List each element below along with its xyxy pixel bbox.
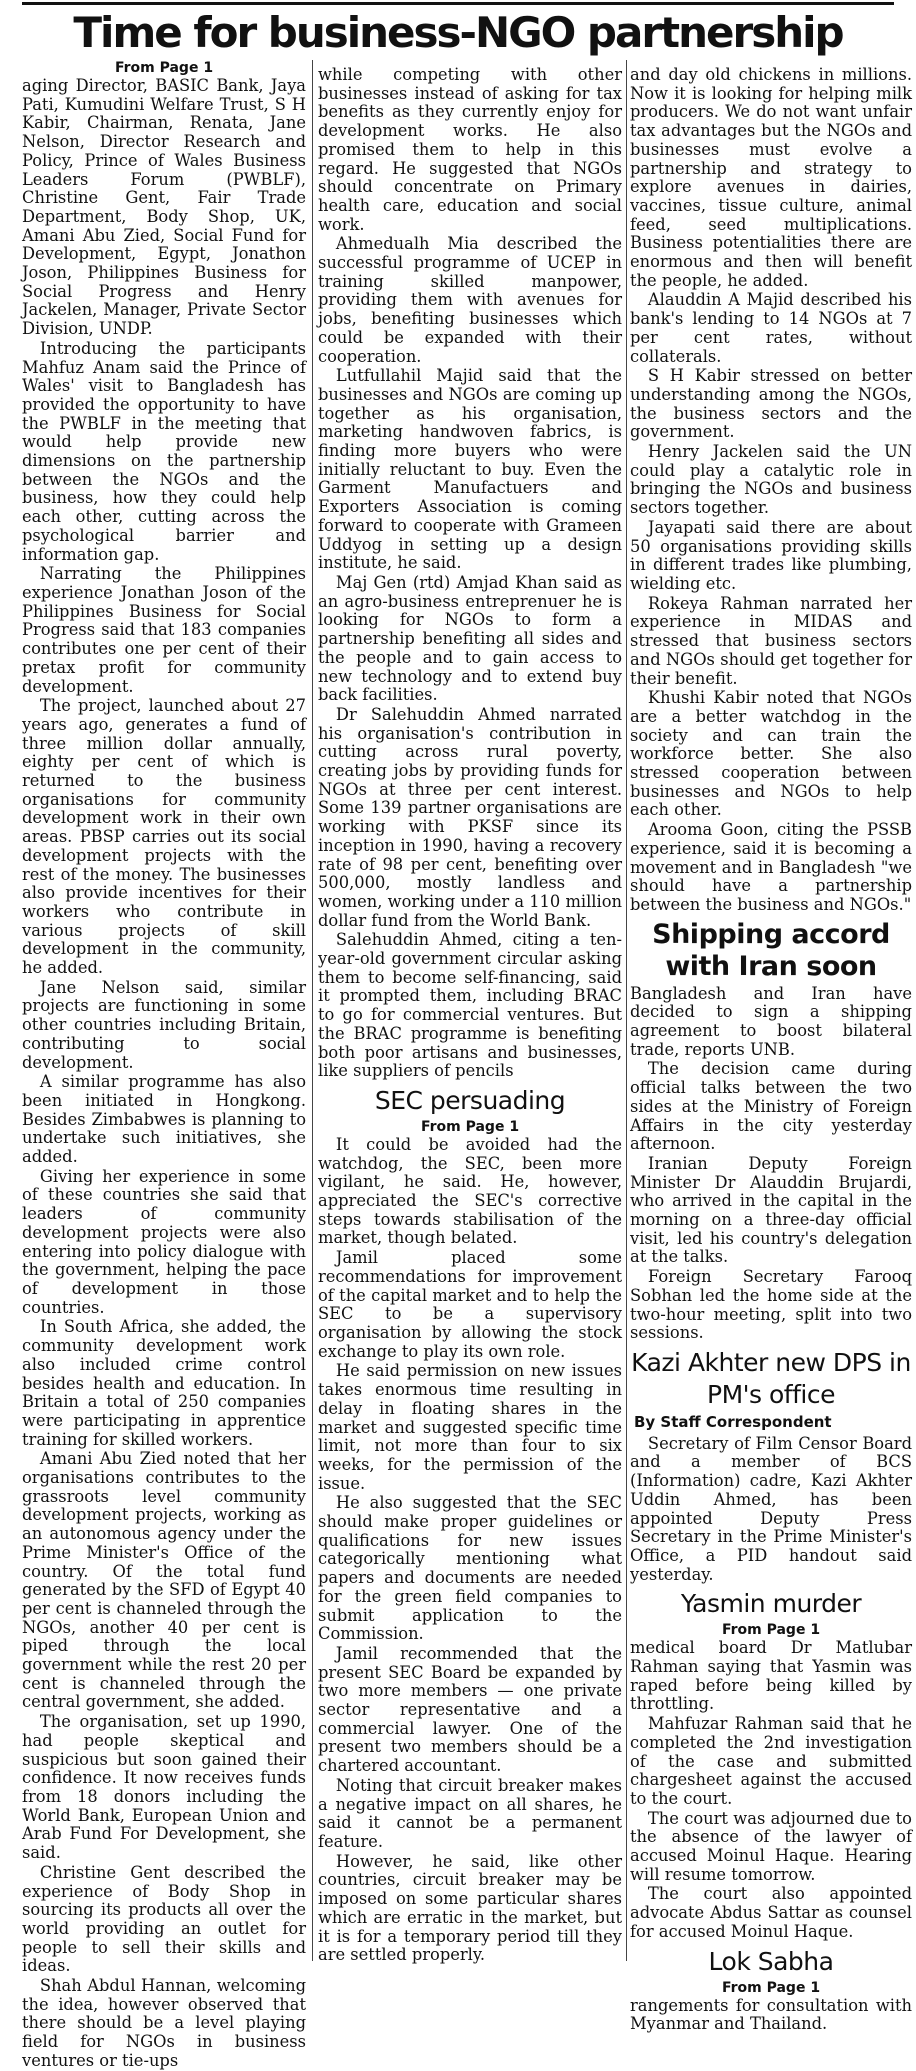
article-paragraph: The decision came during official talks between the two sides at the Ministry of Foreign Affairs in the city yesterday afternoon. [630, 1059, 912, 1154]
article-paragraph: The court was adjourned due to the absence of the lawyer of accused Moinul Haque. Hearing will resume tomorrow. [630, 1808, 912, 1884]
shipping-headline: Shipping accord with Iran soon [652, 918, 890, 982]
from-page-label: From Page 1 [114, 60, 214, 76]
column-1 [22, 60, 306, 2070]
article-paragraph: Khushi Kabir noted that NGOs are a better watchdog in the society and can train the workforce better. She also stressed cooperation between businesses and NGOs to help each other. [630, 688, 912, 820]
top-rule [22, 2, 894, 5]
article-paragraph: Jamil placed some recommendations for improvement of the capital market and to help the SEC to be a supervisory organisation by allowing the stock exchange to play its own role. [318, 1248, 622, 1361]
article-paragraph: Jane Nelson said, similar projects are functioning in some other countries including Britain, contributing to social development. [22, 977, 306, 1072]
article-paragraph: A similar programme has also been initiated in Hongkong. Besides Zimbabwes is planning to undertake such initiatives, she added. [22, 1072, 306, 1167]
article-paragraph: Alauddin A Majid described his bank's lending to 14 NGOs at 7 per cent rates, without collaterals. [630, 290, 912, 366]
article-paragraph: Christine Gent described the experience of Body Shop in sourcing its products all over the world providing an outlet for people to sell their skills and ideas. [22, 1862, 306, 1976]
column-rule [312, 60, 313, 1961]
article-paragraph: Lutfullahil Majid said that the businesses and NGOs are coming up together as his organisation, marketing handwoven fabrics, is finding more buyers who were initially reluctant to buy. Even the Garment Manufactuers and Exporters Association is coming forward to cooperate with Grameen Uddyog in setting up a design institute, he said. [318, 366, 622, 573]
from-page-label: From Page 1 [721, 1979, 821, 1996]
article-paragraph: Mahfuzar Rahman said that he completed the 2nd investigation of the case and submitted chargesheet against the accused to the court. [630, 1714, 912, 1808]
article-paragraph: Secretary of Film Censor Board and a member of BCS (Information) cadre, Kazi Akhter Uddin Ahmed, has been appointed Deputy Press Secretary in the Prime Minister's Office, a PID handout said yesterday. [630, 1433, 912, 1584]
article-paragraph: He said permission on new issues takes enormous time resulting in delay in floating shares in the market and suggested specific time limit, not more than four to six weeks, for the permission of the issue. [318, 1361, 622, 1493]
article-paragraph: Dr Salehuddin Ahmed narrated his organisation's contribution in cutting across rural poverty, creating jobs by providing funds for NGOs at three per cent interest. Some 139 partner organisations are working with PKSF since its inception in 1990, having a recovery rate of 98 per cent, benefiting over 500,000, mostly landless and women, working under a 110 million dollar fund from the World Bank. [318, 704, 623, 930]
article-paragraph: medical board Dr Matlubar Rahman saying that Yasmin was raped before being killed by throttling. [630, 1638, 912, 1714]
article-paragraph: Amani Abu Zied noted that her organisations contributes to the grassroots level community development projects, working as an autonomous agency under the Prime Minister's Office of the country. Of the total fund generated by the SFD of Egypt 40 per cent is channeled through the NGOs, another 40 per cent is piped through the local government while the rest 20 per cent is channeled through the central government, she added. [22, 1449, 306, 1712]
article-paragraph: Noting that circuit breaker makes a negative impact on all shares, he said it cannot be a permanent feature. [318, 1775, 622, 1851]
article-paragraph: Henry Jackelen said the UN could play a catalytic role in bringing the NGOs and business sectors together. [630, 442, 912, 518]
article-paragraph: The organisation, set up 1990, had people skeptical and suspicious but soon gained their confidence. It now receives funds from 18 donors including the World Bank, European Union and Arab Fund For Development, she said. [22, 1712, 306, 1863]
article-paragraph: while competing with other businesses instead of asking for tax benefits as they currently enjoy for development works. He also promised them to help in this regard. He suggested that NGOs should concentrate on Primary health care, education and social work. [318, 65, 622, 234]
article-paragraph: Foreign Secretary Farooq Sobhan led the home side at the two-hour meeting, split into two sessions. [630, 1267, 912, 1343]
from-page-label: From Page 1 [420, 1118, 520, 1135]
article-paragraph: Ahmedualh Mia described the successful programme of UCEP in training skilled manpower, providing them with avenues for jobs, benefiting businesses which could be expanded with their cooperation. [318, 234, 622, 366]
article-paragraph: Iranian Deputy Foreign Minister Dr Alauddin Brujardi, who arrived in the capital in the morning on a three-day official visit, led his country's delegation at the talks. [630, 1153, 912, 1267]
article-paragraph: and day old chickens in millions. Now it is looking for helping milk producers. We do not want unfair tax advantages but the NGOs and businesses must evolve a partnership and strategy to explore avenues in dairies, vaccines, tissue culture, animal feed, seed multiplications. Business potentialities there are enormous and then will benefit the people, he added. [630, 65, 912, 290]
article-paragraph: Salehuddin Ahmed, citing a ten-year-old government circular asking them to become self-financing, said it prompted them, including BRAC to go for commercial ventures. But the BRAC programme is benefiting both poor artisans and businesses, like suppliers of pencils [318, 930, 622, 1081]
article-paragraph: Introducing the participants Mahfuz Anam said the Prince of Wales' visit to Bangladesh has provided the opportunity to have the PWBLF in the meeting that would help provide new dimensions on the partnership between the NGOs and the business, how they could help each other, cutting across the psychological barrier and information gap. [22, 338, 306, 564]
article-paragraph: The project, launched about 27 years ago, generates a fund of three million dollar annually, eighty per cent of which is returned to the business organisations for community development work in their own areas. PBSP carries out its social development projects with the rest of the money. The businesses also provide incentives for their workers who contribute in various projects of skill development in the community, he added. [22, 696, 306, 978]
article-paragraph: Maj Gen (rtd) Amjad Khan said as an agro-business entreprenuer he is looking for NGOs to form a partnership benefiting all sides and the people and to gain access to new technology and to extend buy back facilities. [318, 572, 622, 705]
article-paragraph: Bangladesh and Iran have decided to sign a shipping agreement to boost bilateral trade, reports UNB. [630, 983, 912, 1059]
article-paragraph: Giving her experience in some of these countries she said that leaders of community development projects were also entering into policy dialogue with the government, helping the pace of development in those countries. [22, 1166, 306, 1317]
byline: By Staff Correspondent [634, 1413, 832, 1431]
article-paragraph: Arooma Goon, citing the PSSB experience, said it is becoming a movement and in Bangladesh "we should have a partnership between the business and NGOs." [630, 820, 912, 914]
yasmin-headline: Yasmin murder [680, 1589, 862, 1619]
article-paragraph: aging Director, BASIC Bank, Jaya Pati, Kumudini Welfare Trust, S H Kabir, Chairman, Renata, Jane Nelson, Director Research and Policy, Prince of Wales Business Leaders Forum (PWBLF), Christine Gent, Fair Trade Department, Body Shop, UK, Amani Abu Zied, Social Fund for Development, Egypt, Jonathon Joson, Philippines Business for Social Progress and Henry Jackelen, Manager, Private Sector Division, UNDP. [22, 76, 306, 339]
article-paragraph: In South Africa, she added, the community development work also included crime control besides health and education. In Britain a total of 250 companies were participating in apprentice training for skilled workers. [22, 1317, 306, 1449]
article-paragraph: Jayapati said there are about 50 organisations providing skills in different trades like plumbing, wielding etc. [630, 517, 912, 593]
article-paragraph: Narrating the Philippines experience Jonathan Joson of the Philippines Business for Social Progress said that 183 companies contributes one per cent of their pretax profit for community development. [22, 564, 306, 696]
article-paragraph: Jamil recommended that the present SEC Board be expanded by two more members — one private sector representative and a commercial lawyer. One of the present two members should be a chartered accountant. [318, 1643, 622, 1776]
article-paragraph: The court also appointed advocate Abdus Sattar as counsel for accused Moinul Haque. [630, 1884, 912, 1941]
lok-sabha-headline: Lok Sabha [708, 1946, 834, 1976]
article-paragraph: Rokeya Rahman narrated her experience in MIDAS and stressed that business sectors and NGOs should get together for their benefit. [630, 593, 912, 688]
article-paragraph: It could be avoided had the watchdog, the SEC, been more vigilant, he said. He, however, appreciated the SEC's corrective steps towards stabilisation of the market, though belated. [318, 1134, 622, 1248]
main-headline: Time for business-NGO partnership [73, 8, 843, 57]
article-paragraph: rangements for consultation with Myanmar and Thailand. [630, 1995, 912, 2034]
column-3 [630, 65, 912, 2034]
sec-headline: SEC persuading [374, 1085, 566, 1115]
article-paragraph: However, he said, like other countries, circuit breaker may be imposed on some particular shares which are erratic in the market, but it is for a temporary period till they are settled properly. [318, 1851, 622, 1965]
article-paragraph: Shah Abdul Hannan, welcoming the idea, however observed that there should be a level playing field for NGOs in business ventures or tie-ups [22, 1976, 306, 2070]
column-rule [626, 60, 627, 1961]
from-page-label: From Page 1 [721, 1622, 821, 1639]
article-paragraph: He also suggested that the SEC should make proper guidelines or qualifications for new issues categorically mentioning what papers and documents are needed for the green field companies to submit application to the Commission. [318, 1493, 622, 1644]
column-2 [318, 65, 623, 1965]
kazi-headline: Kazi Akhter new DPS in PM's office [631, 1348, 911, 1409]
article-paragraph: S H Kabir stressed on better understanding among the NGOs, the business sectors and the government. [630, 366, 912, 442]
